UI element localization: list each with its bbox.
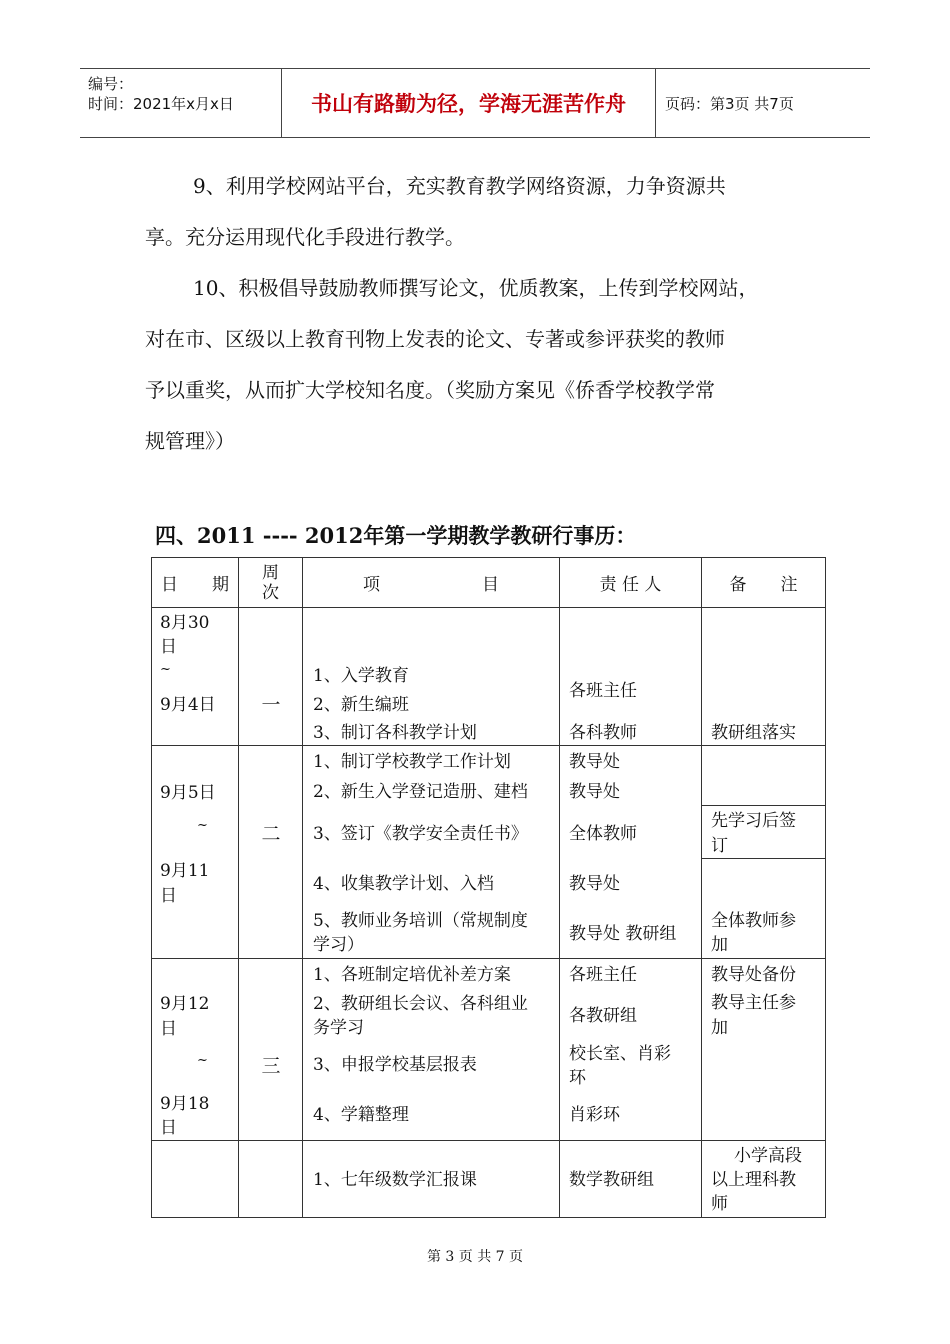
item-cell bbox=[303, 608, 560, 746]
item-line: 学习） bbox=[313, 935, 364, 955]
date-line: 日 bbox=[160, 1019, 177, 1039]
date-cell bbox=[152, 746, 239, 959]
section-title: 四、2011 ---- 2012年第一学期教学教研行事历： bbox=[155, 523, 637, 548]
date-line: 日 bbox=[160, 886, 177, 906]
person-line: 教导处 bbox=[569, 752, 620, 772]
note-line: 教导处备份 bbox=[711, 965, 796, 985]
date-line: 9月11 bbox=[160, 861, 210, 881]
date-line: ~ bbox=[160, 662, 171, 677]
person-line: 各教研组 bbox=[569, 1006, 637, 1026]
person-line: 肖彩环 bbox=[569, 1105, 620, 1125]
person-cell bbox=[560, 1141, 702, 1218]
date-cell bbox=[152, 608, 239, 746]
item-line: 4、收集教学计划、入档 bbox=[313, 874, 494, 894]
person-cell bbox=[560, 746, 702, 959]
note-cell bbox=[702, 746, 826, 959]
body-text bbox=[145, 161, 825, 467]
item-line: 5、教师业务培训（常规制度 bbox=[313, 911, 528, 931]
item-cell bbox=[303, 746, 560, 959]
person-cell bbox=[560, 608, 702, 746]
item-line: 1、入学教育 bbox=[313, 666, 409, 686]
week-cell bbox=[239, 1141, 303, 1218]
note-cell bbox=[702, 1141, 826, 1218]
paragraph-line: 享。充分运用现代化手段进行教学。 bbox=[145, 225, 465, 249]
person-line: 各科教师 bbox=[569, 723, 637, 743]
date-cell bbox=[152, 959, 239, 1141]
person-cell bbox=[560, 959, 702, 1141]
item-line: 2、新生入学登记造册、建档 bbox=[313, 782, 528, 802]
date-line: 9月12 bbox=[160, 994, 210, 1014]
note-line: 小学高段 bbox=[734, 1146, 802, 1166]
item-line: 3、申报学校基层报表 bbox=[313, 1055, 477, 1075]
header-motto: 书山有路勤为径，学海无涯苦作舟 bbox=[282, 69, 656, 137]
item-line: 1、各班制定培优补差方案 bbox=[313, 965, 511, 985]
week-cell bbox=[239, 746, 303, 959]
person-line: 各班主任 bbox=[569, 681, 637, 701]
note-cell bbox=[702, 959, 826, 1141]
paragraph-line: 9、利用学校网站平台，充实教育教学网络资源，力争资源共 bbox=[193, 174, 726, 198]
table-row bbox=[152, 959, 826, 1141]
note-line: 以上理科教 bbox=[711, 1170, 796, 1190]
person-line: 校长室、肖彩 bbox=[569, 1044, 671, 1064]
week-cell bbox=[239, 959, 303, 1141]
paragraph-line: 予以重奖，从而扩大学校知名度。（奖励方案见《侨香学校教学常 bbox=[145, 378, 715, 402]
header-note: 备 注 bbox=[702, 558, 826, 608]
note-line: 加 bbox=[711, 935, 728, 955]
item-line: 3、制订各科教学计划 bbox=[313, 723, 477, 743]
item-line: 1、制订学校教学工作计划 bbox=[313, 752, 511, 772]
schedule-table bbox=[151, 557, 826, 1218]
header-item: 项 目 bbox=[303, 558, 560, 608]
time-label: 时间：2021年x月x日 bbox=[88, 95, 234, 113]
note-line: 全体教师参 bbox=[711, 911, 796, 931]
page-footer: 第 3 页 共 7 页 bbox=[426, 1249, 524, 1265]
table-row bbox=[152, 1141, 826, 1218]
week-cell bbox=[239, 608, 303, 746]
table-header-row bbox=[152, 558, 826, 608]
person-line: 教导处 bbox=[569, 782, 620, 802]
header-week-line: 次 bbox=[262, 582, 279, 603]
note-divider bbox=[702, 858, 825, 859]
date-line: 9月5日 bbox=[160, 783, 216, 803]
paragraph-line: 对在市、区级以上教育刊物上发表的论文、专著或参评获奖的教师 bbox=[145, 327, 725, 351]
person-line: 数学教研组 bbox=[569, 1170, 654, 1190]
person-line: 教导处 bbox=[569, 874, 620, 894]
header-person: 责 任 人 bbox=[560, 558, 702, 608]
item-line: 2、新生编班 bbox=[313, 695, 409, 715]
item-cell bbox=[303, 959, 560, 1141]
table-row bbox=[152, 746, 826, 959]
date-line: 9月18 bbox=[160, 1094, 210, 1114]
date-line: ~ bbox=[197, 1053, 208, 1068]
date-line: ~ bbox=[197, 818, 208, 833]
document-header bbox=[80, 68, 870, 138]
week-number: 三 bbox=[261, 1055, 281, 1077]
person-line: 各班主任 bbox=[569, 965, 637, 985]
note-line: 教研组落实 bbox=[711, 723, 796, 743]
header-week-line: 周 bbox=[262, 562, 279, 583]
note-line: 加 bbox=[711, 1018, 728, 1038]
item-line: 4、学籍整理 bbox=[313, 1105, 409, 1125]
item-line: 2、教研组长会议、各科组业 bbox=[313, 994, 528, 1014]
number-label: 编号： bbox=[88, 75, 134, 93]
item-line: 1、七年级数学汇报课 bbox=[313, 1170, 477, 1190]
person-line: 教导处 教研组 bbox=[569, 924, 677, 944]
item-line: 务学习 bbox=[313, 1018, 364, 1038]
paragraph-line: 规管理》） bbox=[145, 429, 235, 453]
person-line: 全体教师 bbox=[569, 824, 637, 844]
header-week bbox=[239, 558, 303, 608]
note-line: 订 bbox=[711, 836, 728, 856]
date-line: 9月4日 bbox=[160, 695, 216, 715]
date-cell bbox=[152, 1141, 239, 1218]
note-cell bbox=[702, 608, 826, 746]
item-line: 3、签订《教学安全责任书》 bbox=[313, 824, 528, 844]
date-line: 日 bbox=[160, 637, 177, 657]
note-line: 先学习后签 bbox=[711, 811, 796, 831]
person-line: 环 bbox=[569, 1068, 586, 1088]
item-cell bbox=[303, 1141, 560, 1218]
date-line: 8月30 bbox=[160, 613, 210, 633]
week-number: 二 bbox=[261, 823, 281, 845]
note-divider bbox=[702, 805, 825, 806]
note-line: 教导主任参 bbox=[711, 993, 796, 1013]
header-page-label: 页码：第3页 共7页 bbox=[665, 94, 794, 113]
paragraph-line: 10、积极倡导鼓励教师撰写论文，优质教案，上传到学校网站， bbox=[193, 276, 759, 300]
note-line: 师 bbox=[711, 1194, 728, 1214]
week-number: 一 bbox=[261, 694, 281, 716]
header-date: 日 期 bbox=[152, 558, 239, 608]
table-row bbox=[152, 608, 826, 746]
header-meta bbox=[80, 69, 282, 137]
date-line: 日 bbox=[160, 1118, 177, 1138]
